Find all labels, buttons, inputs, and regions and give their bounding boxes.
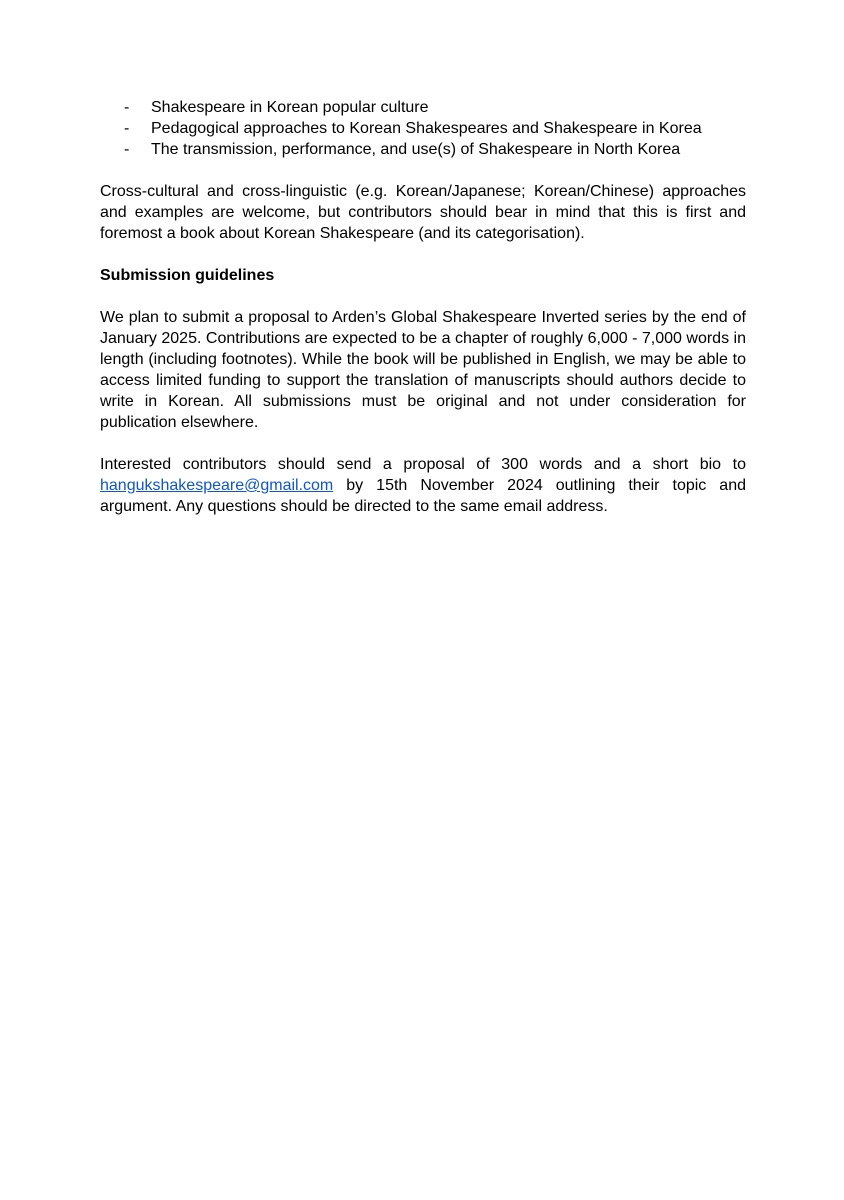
list-item-text: The transmission, performance, and use(s) of Shakespeare in North Korea: [151, 141, 681, 158]
document-body: [100, 97, 746, 517]
contact-text-after: by 15th November 2024 outlining their topic and argument. Any questions should be directed to the same email address.: [100, 477, 746, 515]
bullet-dash: -: [124, 99, 130, 116]
list-item: [100, 118, 746, 139]
bullet-dash: -: [124, 120, 130, 137]
spacer: [100, 286, 746, 307]
spacer: [100, 244, 746, 265]
list-item: [100, 139, 746, 160]
submission-plan-paragraph: We plan to submit a proposal to Arden’s Global Shakespeare Inverted series by the end of January 2025. Contributions are expected to be a chapter of roughly 6,000 - 7,000 words in length (including footnotes). While the book will be published in English, we may be able to access limited funding to support the translation of manuscripts should authors decide to write in Korean. All submissions must be original and not under consideration for publication elsewhere.: [100, 309, 746, 431]
cross-cultural-paragraph: Cross-cultural and cross-linguistic (e.g. Korean/Japanese; Korean/Chinese) approaches and examples are welcome, but contributors should bear in mind that this is first and foremost a book about Korean Shakespeare (and its categorisation).: [100, 183, 746, 242]
contact-paragraph: [100, 454, 746, 517]
topic-bullet-list: [100, 97, 746, 160]
submission-guidelines-heading: Submission guidelines: [100, 267, 275, 284]
list-item-text: Pedagogical approaches to Korean Shakespeares and Shakespeare in Korea: [151, 120, 702, 137]
bullet-dash: -: [124, 141, 130, 158]
contact-text-before: Interested contributors should send a proposal of 300 words and a short bio to: [100, 456, 746, 473]
spacer: [100, 433, 746, 454]
list-item: [100, 97, 746, 118]
list-item-text: Shakespeare in Korean popular culture: [151, 99, 429, 116]
spacer: [100, 160, 746, 181]
email-link[interactable]: hangukshakespeare@gmail.com: [100, 477, 334, 494]
